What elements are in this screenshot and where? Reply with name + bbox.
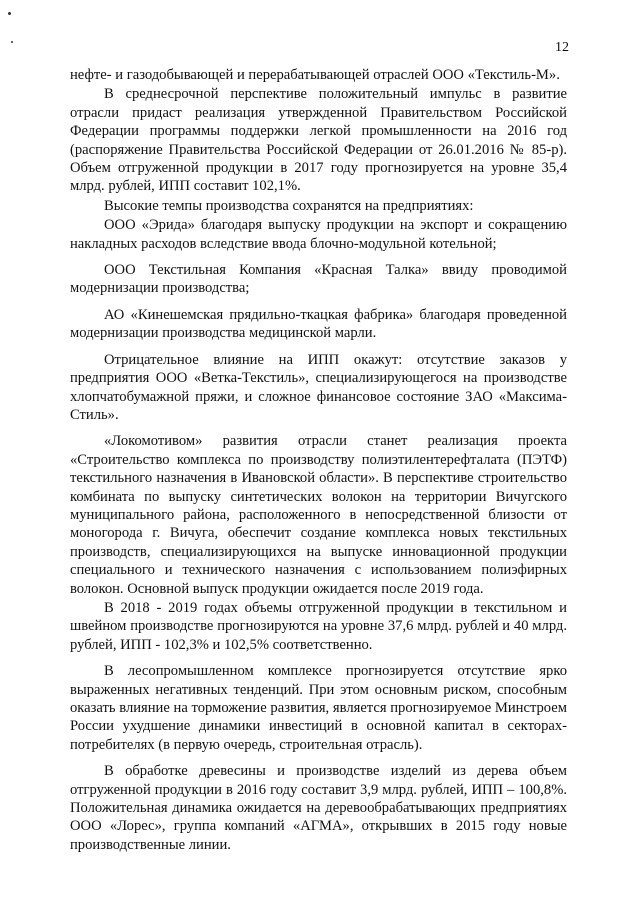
scan-speck: [11, 41, 13, 43]
paragraph: В 2018 - 2019 годах объемы отгруженной продукции в текстильном и швейном производстве прогнозируются на уровне 37,6 млрд. рублей и 40 млрд. рублей, ИПП - 102,3% и 102,5% соответственно.: [70, 599, 567, 653]
paragraph: ООО Текстильная Компания «Красная Талка» ввиду проводимой модернизации производства;: [70, 262, 567, 297]
paragraph: нефте- и газодобывающей и перерабатывающей отраслей ООО «Текстиль-М».: [70, 67, 560, 83]
paragraph: Отрицательное влияние на ИПП окажут: отсутствие заказов у предприятия ООО «Ветка-Текстиль», специализирующегося на производстве хлопчатобумажной пряжи, и сложное финансовое состояние ЗАО «Максима-Стиль».: [70, 351, 567, 423]
paragraph: АО «Кинешемская прядильно-ткацкая фабрика» благодаря проведенной модернизации производства медицинской марли.: [70, 306, 567, 342]
paragraph: Высокие темпы производства сохранятся на предприятиях:: [104, 197, 474, 214]
document-body: [70, 66, 567, 855]
scan-speck: [8, 12, 11, 15]
page-number: 12: [555, 40, 569, 55]
paragraph: В обработке древесины и производстве изделий из дерева объем отгруженной продукции в 2016 году составит 3,9 млрд. рублей, ИПП – 100,8%. Положительная динамика ожидается на деревообрабатывающих предприятиях ООО «Лорес», группа компаний «АГМА», открывших в 2015 году новые производственные линии.: [70, 763, 567, 853]
paragraph: ООО «Эрида» благодаря выпуску продукции на экспорт и сокращению накладных расходов вследствие ввода блочно-модульной котельной;: [70, 217, 567, 252]
paragraph: «Локомотивом» развития отрасли станет реализация проекта «Строительство комплекса по производству полиэтилентерефталата (ПЭТФ) текстильного назначения в Ивановской области». В перспективе строительство комбината по выпуску синтетических волокон на территории Вичугского муниципального района, расположенного в непосредственной близости от моногорода г. Вичуга, обеспечит создание комплекса новых текстильных производств, специализирующихся на выпуске инновационной продукции специального и технического назначения с использованием полиэфирных волокон. Основной выпуск продукции ожидается после 2019 года.: [70, 433, 567, 597]
paragraph: В среднесрочной перспективе положительный импульс в развитие отрасли придаст реализация утвержденной Правительством Российской Федерации программы поддержки легкой промышленности на 2016 год (распоряжение Правительства Российской Федерации от 26.01.2016 № 85-р). Объем отгруженной продукции в 2017 году прогнозируется на уровне 35,4 млрд. рублей, ИПП составит 102,1%.: [70, 86, 567, 195]
paragraph: В лесопромышленном комплексе прогнозируется отсутствие ярко выраженных негативных тенденций. При этом основным риском, способным оказать влияние на торможение развития, является прогнозируемое Минстроем России ухудшение динамики инвестиций в основной капитал в секторах-потребителях (в первую очередь, строительная отрасль).: [70, 663, 567, 753]
